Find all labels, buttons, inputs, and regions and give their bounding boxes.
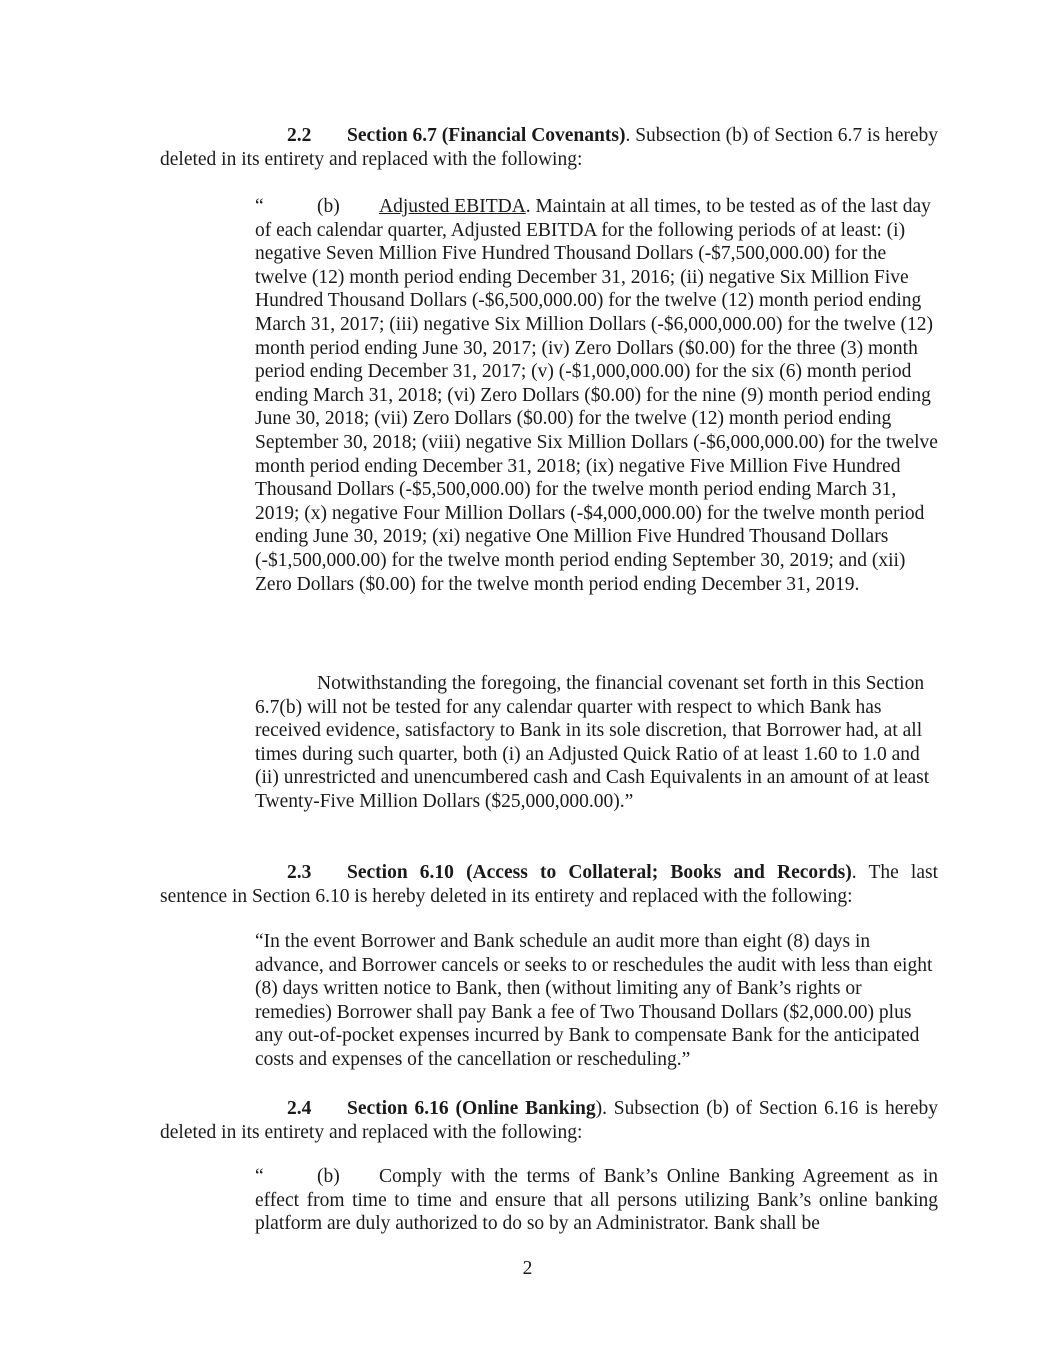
section-2-4-paragraph bbox=[160, 1097, 938, 1144]
section-2-2-number: 2.2 bbox=[287, 125, 312, 146]
section-2-2-paragraph bbox=[160, 124, 938, 171]
notwithstanding-paragraph: Notwithstanding the foregoing, the financial covenant set forth in this Section 6.7(b) will not be tested for any calendar quarter with respect to which Bank has received evidence, satisfactory to Bank in its sole discretion, that Borrower had, at all times during such quarter, both (i) an Adjusted Quick Ratio of at least 1.60 to 1.0 and (ii) unrestricted and unencumbered cash and Cash Equivalents in an amount of at least Twenty-Five Million Dollars ($25,000,000.00).” bbox=[255, 673, 930, 812]
section-2-4-number: 2.4 bbox=[287, 1098, 312, 1119]
audit-fee-quote: “In the event Borrower and Bank schedule an audit more than eight (8) days in advance, and Borrower cancels or seeks to or reschedules the audit with less than eight (8) days written notice to Bank, then (without limiting any of Bank’s rights or remedies) Borrower shall pay Bank a fee of Two Thousand Dollars ($2,000.00) plus any out-of-pocket expenses incurred by Bank to compensate Bank for the anticipated costs and expenses of the cancellation or rescheduling.” bbox=[255, 931, 933, 1070]
adjusted-ebitda-paragraph bbox=[255, 195, 938, 596]
section-2-4-heading-part1: Section 6.16 ( bbox=[347, 1098, 462, 1119]
section-2-4-heading-part2: Online Banking bbox=[461, 1098, 596, 1119]
online-banking-label: (b) bbox=[317, 1166, 340, 1187]
section-2-3-heading: Section 6.10 (Access to Collateral; Books and Records) bbox=[347, 862, 852, 883]
open-quote-mark: “ bbox=[255, 196, 264, 217]
online-banking-body: Comply with the terms of Bank’s Online Banking Agreement as in effect from time to time and ensure that all persons utilizing Bank’s online banking platform are duly authorized to do so by an Administrator. Bank shall be bbox=[255, 1166, 938, 1235]
section-2-3-number: 2.3 bbox=[287, 862, 312, 883]
adjusted-ebitda-title: Adjusted EBITDA bbox=[379, 196, 526, 217]
section-2-3-paragraph bbox=[160, 861, 938, 908]
adjusted-ebitda-body: . Maintain at all times, to be tested as of the last day of each calendar quarter, Adjusted EBITDA for the following periods of at least: (i) negative Seven Million Five Hundred Thousand Dollars (-$7,500,000.00) for the twelve (12) month period ending December 31, 2016; (ii) negative Six Million Five Hundred Thousand Dollars (-$6,500,000.00) for the twelve (12) month period ending March 31, 2017; (iii) negative Six Million Dollars (-$6,000,000.00) for the twelve (12) month period ending June 30, 2017; (iv) Zero Dollars ($0.00) for the three (3) month period ending December 31, 2017; (v) (-$1,000,000.00) for the six (6) month period ending March 31, 2018; (vi) Zero Dollars ($0.00) for the nine (9) month period ending June 30, 2018; (vii) Zero Dollars ($0.00) for the twelve (12) month period ending September 30, 2018; (viii) negative Six Million Dollars (-$6,000,000.00) for the twelve month period ending December 31, 2018; (ix) negative Five Million Five Hundred Thousand Dollars (-$5,500,000.00) for the twelve month period ending March 31, 2019; (x) negative Four Million Dollars (-$4,000,000.00) for the twelve month period ending June 30, 2019; (xi) negative One Million Five Hundred Thousand Dollars (-$1,500,000.00) for the twelve month period ending September 30, 2019; and (xii) Zero Dollars ($0.00) for the twelve month period ending December 31, 2019. bbox=[255, 196, 938, 595]
online-banking-open-quote: “ bbox=[255, 1166, 264, 1187]
page-number: 2 bbox=[522, 1258, 533, 1279]
section-2-3-text: . The last sentence in Section 6.10 is hereby deleted in its entirety and replaced with the following: bbox=[160, 862, 938, 907]
section-2-4-text: ). Subsection (b) of Section 6.16 is hereby deleted in its entirety and replaced with the following: bbox=[160, 1098, 939, 1143]
section-2-2-text: . Subsection (b) of Section 6.7 is hereby deleted in its entirety and replaced with the following: bbox=[160, 125, 938, 170]
section-2-2-heading: Section 6.7 (Financial Covenants) bbox=[347, 125, 626, 146]
subsection-label: (b) bbox=[317, 196, 340, 217]
online-banking-quote bbox=[255, 1165, 938, 1236]
